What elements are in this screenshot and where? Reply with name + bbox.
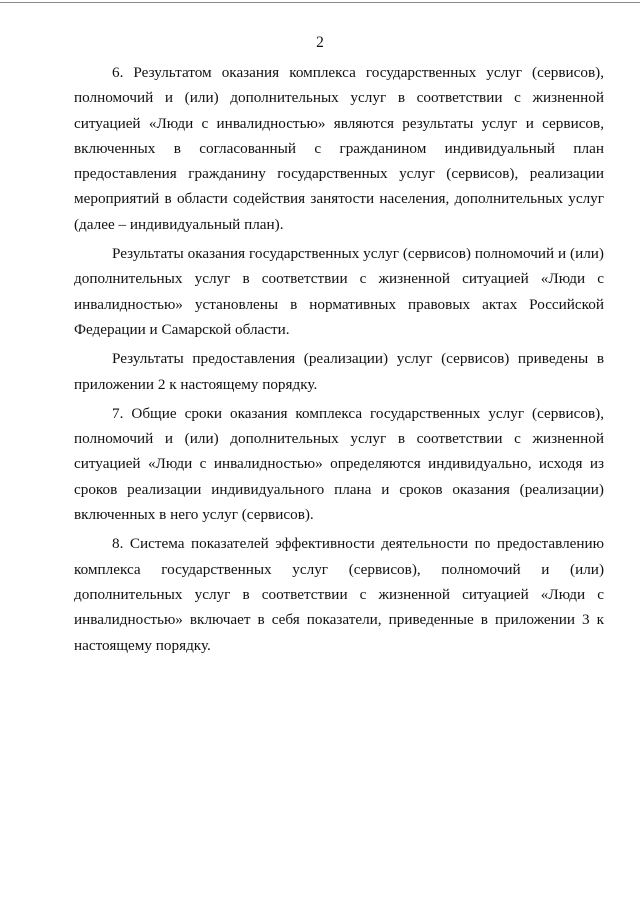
page-number: 2 [316,34,324,51]
paragraph-results-regulation: Результаты оказания государственных услуг (сервисов) полномочий и (или) дополнительных услуг в соответствии с жизненной ситуацией «Люди с инвалидностью» установлены в нормативных правовых актах Российской Федерации и Самарской области. [74,245,604,338]
paragraph-item-7: 7. Общие сроки оказания комплекса государственных услуг (сервисов), полномочий и (или) дополнительных услуг в соответствии с жизненной ситуацией «Люди с инвалидностью» определяются индивидуально, исходя из сроков реализации индивидуального плана и сроков оказания (реализации) включенных в него услуг (сервисов). [74,404,604,524]
document-body [74,60,604,662]
paragraph-item-6: 6. Результатом оказания комплекса государственных услуг (сервисов), полномочий и (или) дополнительных услуг в соответствии с жизненной ситуацией «Люди с инвалидностью» являются результаты услуг и сервисов, включенных в согласованный с гражданином индивидуальный план предоставления гражданину государственных услуг (сервисов), реализации мероприятий в области содействия занятости населения, дополнительных услуг (далее – индивидуальный план). [74,64,604,233]
paragraph-item-8: 8. Система показателей эффективности деятельности по предоставлению комплекса государственных услуг (сервисов), полномочий и (или) дополнительных услуг в соответствии с жизненной ситуацией «Люди с инвалидностью» включает в себя показатели, приведенные в приложении 3 к настоящему порядку. [74,535,604,654]
paragraph-results-appendix: Результаты предоставления (реализации) услуг (сервисов) приведены в приложении 2 к настоящему порядку. [74,350,604,393]
top-rule-divider [0,2,640,3]
